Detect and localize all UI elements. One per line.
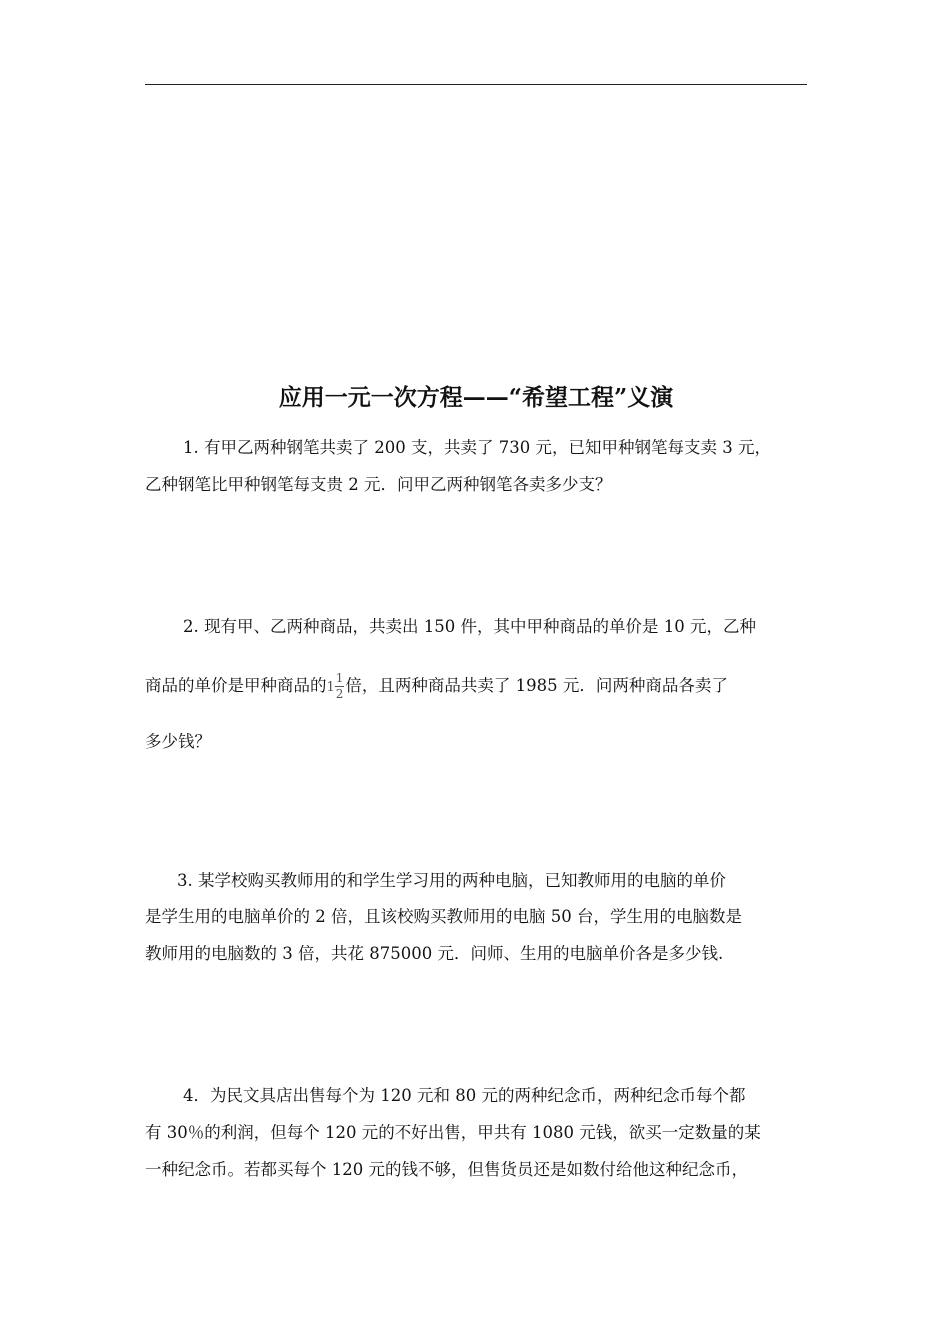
problem-3-line-1: 3. 某学校购买教师用的和学生学习用的两种电脑，已知教师用的电脑的单价 [177,871,726,890]
problem-2-line-1: 2. 现有甲、乙两种商品，共卖出 150 件，其中甲种商品的单价是 10 元，乙种 [183,617,756,636]
problem-3-line-3: 教师用的电脑数的 3 倍，共花 875000 元．问师、生用的电脑单价各是多少钱. [145,944,724,963]
header-rule [145,84,807,85]
problem-1-line-2: 乙种钢笔比甲种钢笔每支贵 2 元．问甲乙两种钢笔各卖多少支？ [145,475,612,494]
fraction-denominator: 2 [335,687,344,701]
problem-2-line-3: 多少钱？ [145,732,211,751]
fraction-numerator: 1 [335,671,344,685]
problem-1-line-1: 1. 有甲乙两种钢笔共卖了 200 支，共卖了 730 元，已知甲种钢笔每支卖 3 元， [183,438,771,457]
page-title: 应用一元一次方程——“希望工程”义演 [278,384,674,411]
problem-2-line-2-before: 商品的单价是甲种商品的 [145,676,327,695]
problem-2-line-2-after: 倍，且两种商品共卖了 1985 元．问两种商品各卖了 [345,676,728,695]
fraction [335,671,345,702]
problem-2-line-2 [145,671,807,703]
mixed-number-whole: 1 [326,680,335,695]
problem-4-line-3: 一种纪念币。若都买每个 120 元的钱不够，但售货员还是如数付给他这种纪念币， [145,1160,748,1179]
problem-4-line-2: 有 30％的利润，但每个 120 元的不好出售，甲共有 1080 元钱，欲买一定数量的某 [145,1123,761,1142]
problem-4-line-1: 4．为民文具店出售每个为 120 元和 80 元的两种纪念币，两种纪念币每个都 [183,1086,746,1105]
problem-3-line-2: 是学生用的电脑单价的 2 倍，且该校购买教师用的电脑 50 台，学生用的电脑数是 [145,907,742,926]
